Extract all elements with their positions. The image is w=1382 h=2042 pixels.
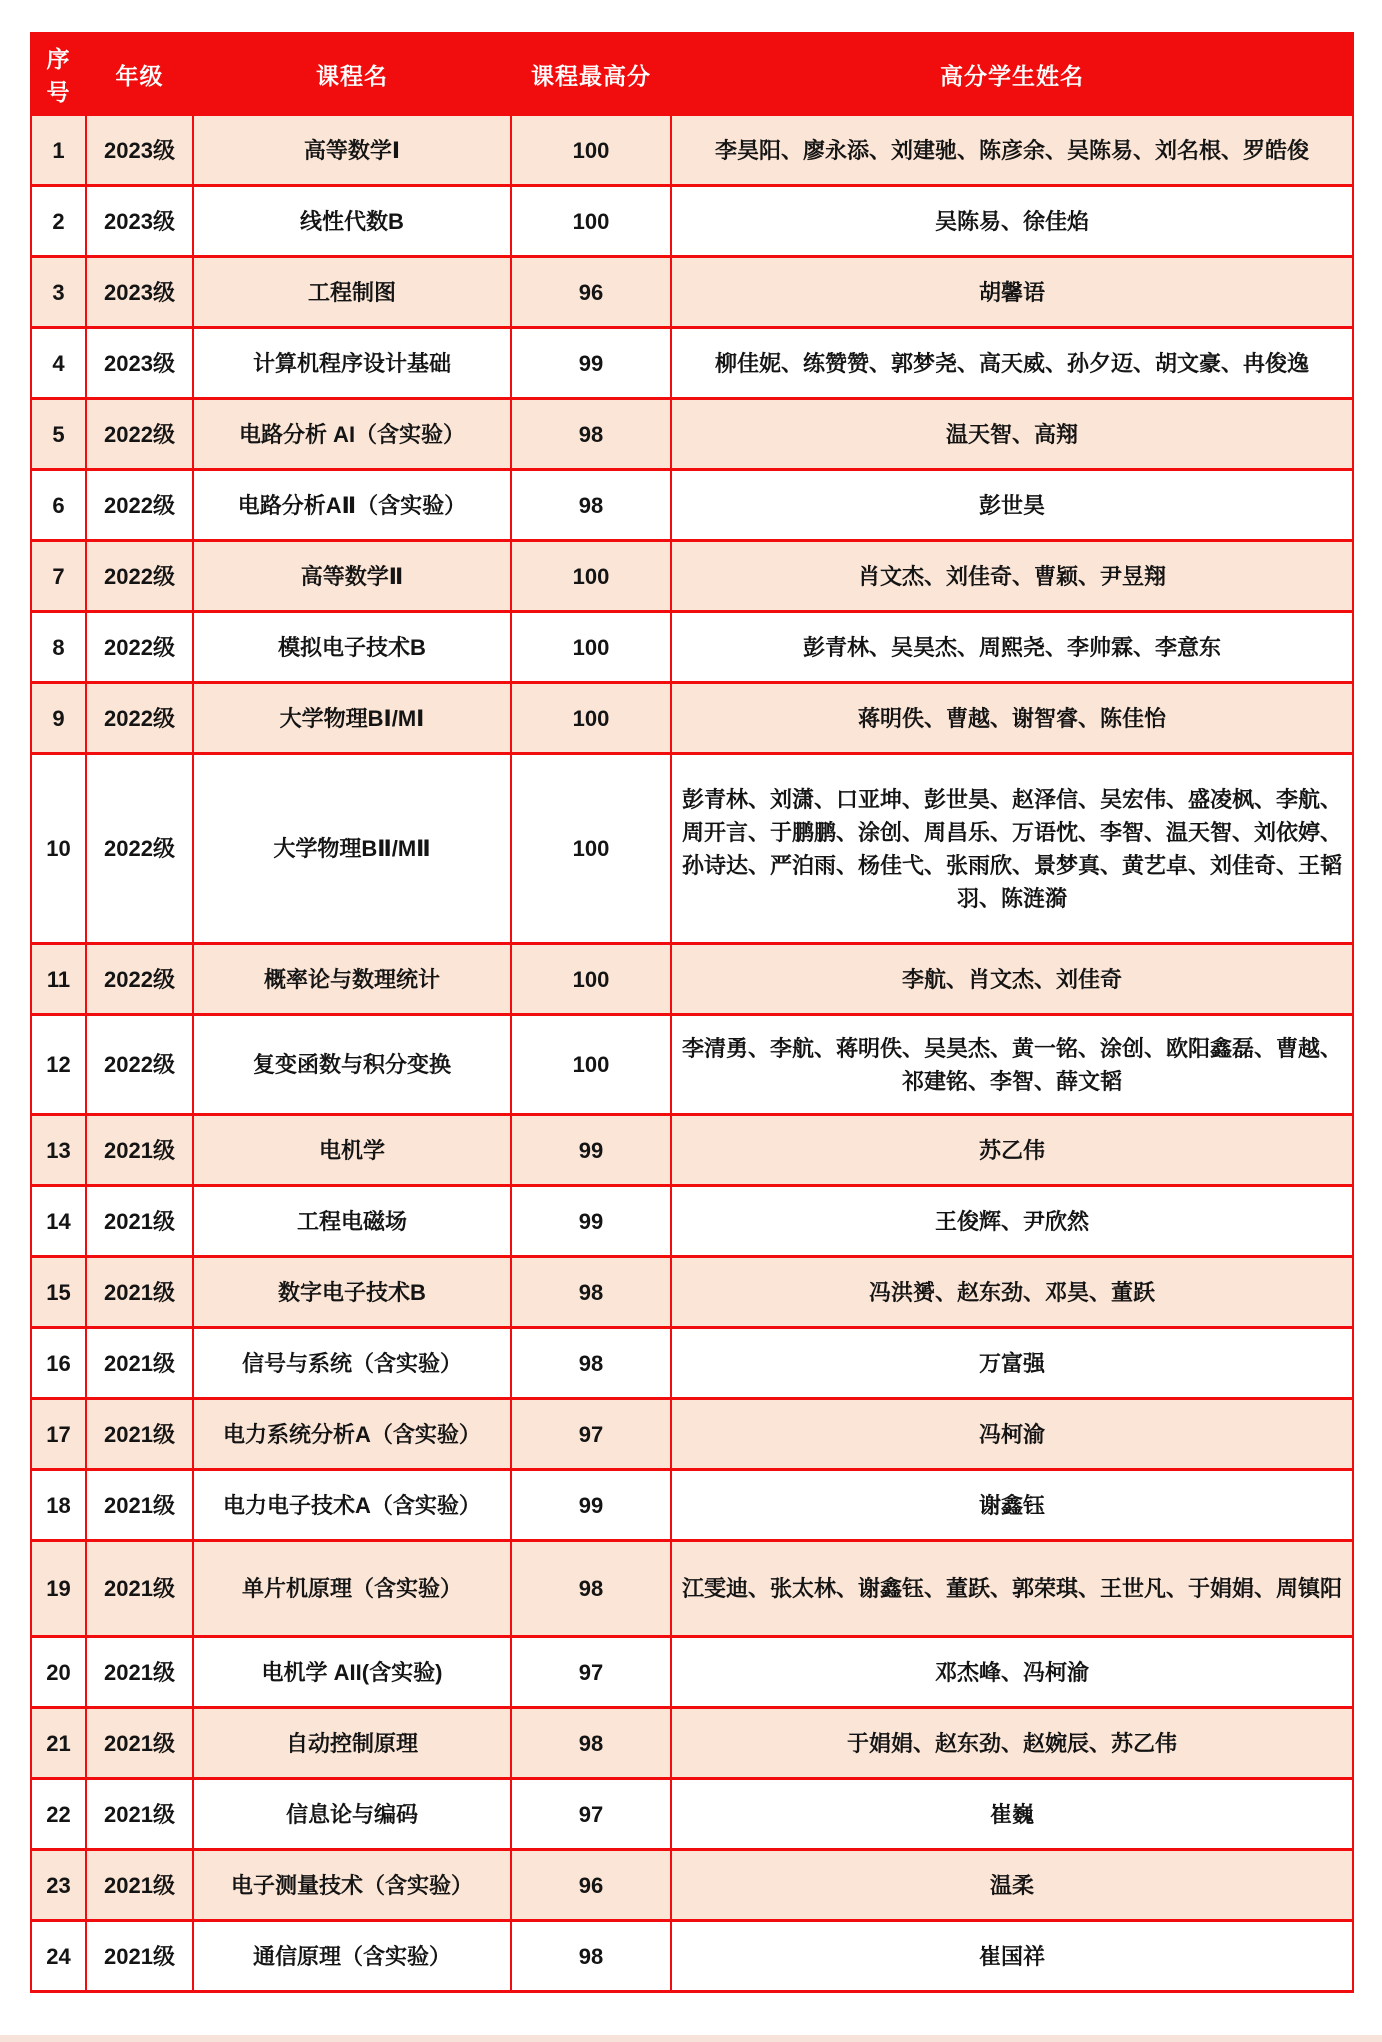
grade-cell: 2021级 <box>86 1328 193 1399</box>
max-score-cell: 100 <box>511 115 671 186</box>
grade-cell: 2021级 <box>86 1779 193 1850</box>
course-name-cell: 电力电子技术A（含实验） <box>193 1470 511 1541</box>
course-name-cell: 概率论与数理统计 <box>193 944 511 1015</box>
max-score-cell: 98 <box>511 1257 671 1328</box>
max-score-cell: 97 <box>511 1779 671 1850</box>
table-row <box>31 257 1353 328</box>
bottom-divider-strip <box>0 2035 1382 2042</box>
grade-cell: 2021级 <box>86 1637 193 1708</box>
max-score-cell: 100 <box>511 683 671 754</box>
course-name-cell: 信号与系统（含实验） <box>193 1328 511 1399</box>
course-name-cell: 电路分析AⅡ（含实验） <box>193 470 511 541</box>
row-index-cell: 4 <box>31 328 86 399</box>
table-row <box>31 186 1353 257</box>
course-name-cell: 线性代数B <box>193 186 511 257</box>
table-row <box>31 399 1353 470</box>
course-name-cell: 模拟电子技术B <box>193 612 511 683</box>
table-row <box>31 1470 1353 1541</box>
student-names-cell: 万富强 <box>671 1328 1353 1399</box>
grade-cell: 2022级 <box>86 754 193 944</box>
row-index-cell: 18 <box>31 1470 86 1541</box>
table-row <box>31 1186 1353 1257</box>
grade-cell: 2022级 <box>86 612 193 683</box>
row-index-cell: 21 <box>31 1708 86 1779</box>
max-score-cell: 99 <box>511 328 671 399</box>
student-names-cell: 冯洪赟、赵东劲、邓昊、董跃 <box>671 1257 1353 1328</box>
grade-cell: 2023级 <box>86 115 193 186</box>
table-row <box>31 541 1353 612</box>
max-score-cell: 98 <box>511 470 671 541</box>
row-index-cell: 10 <box>31 754 86 944</box>
table-row <box>31 1328 1353 1399</box>
table-row <box>31 1637 1353 1708</box>
grade-cell: 2023级 <box>86 257 193 328</box>
max-score-cell: 100 <box>511 186 671 257</box>
max-score-cell: 100 <box>511 541 671 612</box>
course-name-cell: 电路分析 AI（含实验） <box>193 399 511 470</box>
grade-cell: 2023级 <box>86 186 193 257</box>
student-names-cell: 李航、肖文杰、刘佳奇 <box>671 944 1353 1015</box>
course-name-cell: 电力系统分析A（含实验） <box>193 1399 511 1470</box>
course-name-cell: 大学物理BⅠ/MⅠ <box>193 683 511 754</box>
max-score-cell: 98 <box>511 1708 671 1779</box>
course-name-cell: 数字电子技术B <box>193 1257 511 1328</box>
course-name-cell: 电子测量技术（含实验） <box>193 1850 511 1921</box>
row-index-cell: 24 <box>31 1921 86 1992</box>
student-names-cell: 柳佳妮、练赞赞、郭梦尧、高天威、孙夕迈、胡文豪、冉俊逸 <box>671 328 1353 399</box>
table-row <box>31 1115 1353 1186</box>
row-index-cell: 16 <box>31 1328 86 1399</box>
table-header <box>31 34 1353 115</box>
student-names-cell: 李清勇、李航、蒋明佚、吴昊杰、黄一铭、涂创、欧阳鑫磊、曹越、祁建铭、李智、薛文韬 <box>671 1015 1353 1115</box>
student-names-cell: 于娟娟、赵东劲、赵婉辰、苏乙伟 <box>671 1708 1353 1779</box>
max-score-cell: 96 <box>511 257 671 328</box>
student-names-cell: 冯柯渝 <box>671 1399 1353 1470</box>
header-max-score: 课程最高分 <box>511 34 671 115</box>
table-row <box>31 1921 1353 1992</box>
table-body <box>31 115 1353 1992</box>
row-index-cell: 3 <box>31 257 86 328</box>
course-name-cell: 单片机原理（含实验） <box>193 1541 511 1637</box>
student-names-cell: 崔国祥 <box>671 1921 1353 1992</box>
student-names-cell: 江雯迪、张太林、谢鑫钰、董跃、郭荣琪、王世凡、于娟娟、周镇阳 <box>671 1541 1353 1637</box>
max-score-cell: 100 <box>511 944 671 1015</box>
student-names-cell: 李昊阳、廖永添、刘建驰、陈彦余、吴陈易、刘名根、罗皓俊 <box>671 115 1353 186</box>
table-row <box>31 1015 1353 1115</box>
course-name-cell: 工程电磁场 <box>193 1186 511 1257</box>
table-row <box>31 1399 1353 1470</box>
row-index-cell: 9 <box>31 683 86 754</box>
course-name-cell: 大学物理BⅡ/MⅡ <box>193 754 511 944</box>
student-names-cell: 温柔 <box>671 1850 1353 1921</box>
student-names-cell: 肖文杰、刘佳奇、曹颖、尹昱翔 <box>671 541 1353 612</box>
max-score-cell: 99 <box>511 1115 671 1186</box>
table-row <box>31 754 1353 944</box>
max-score-cell: 100 <box>511 1015 671 1115</box>
student-names-cell: 彭青林、吴昊杰、周熙尧、李帅霖、李意东 <box>671 612 1353 683</box>
row-index-cell: 14 <box>31 1186 86 1257</box>
row-index-cell: 8 <box>31 612 86 683</box>
grade-cell: 2022级 <box>86 944 193 1015</box>
row-index-cell: 22 <box>31 1779 86 1850</box>
grade-cell: 2022级 <box>86 1015 193 1115</box>
student-names-cell: 彭世昊 <box>671 470 1353 541</box>
table-row <box>31 1779 1353 1850</box>
max-score-cell: 98 <box>511 1921 671 1992</box>
row-index-cell: 20 <box>31 1637 86 1708</box>
grade-cell: 2022级 <box>86 470 193 541</box>
table-row <box>31 1257 1353 1328</box>
row-index-cell: 12 <box>31 1015 86 1115</box>
grade-cell: 2021级 <box>86 1399 193 1470</box>
max-score-cell: 98 <box>511 1328 671 1399</box>
max-score-cell: 100 <box>511 612 671 683</box>
row-index-cell: 13 <box>31 1115 86 1186</box>
grade-cell: 2021级 <box>86 1850 193 1921</box>
grade-cell: 2021级 <box>86 1921 193 1992</box>
table-row <box>31 328 1353 399</box>
grade-cell: 2021级 <box>86 1708 193 1779</box>
course-name-cell: 计算机程序设计基础 <box>193 328 511 399</box>
row-index-cell: 6 <box>31 470 86 541</box>
student-names-cell: 蒋明佚、曹越、谢智睿、陈佳怡 <box>671 683 1353 754</box>
student-names-cell: 邓杰峰、冯柯渝 <box>671 1637 1353 1708</box>
course-name-cell: 复变函数与积分变换 <box>193 1015 511 1115</box>
grade-cell: 2021级 <box>86 1470 193 1541</box>
row-index-cell: 17 <box>31 1399 86 1470</box>
course-name-cell: 工程制图 <box>193 257 511 328</box>
max-score-cell: 97 <box>511 1399 671 1470</box>
row-index-cell: 19 <box>31 1541 86 1637</box>
max-score-cell: 96 <box>511 1850 671 1921</box>
table-row <box>31 470 1353 541</box>
row-index-cell: 2 <box>31 186 86 257</box>
student-names-cell: 崔巍 <box>671 1779 1353 1850</box>
header-student-names: 高分学生姓名 <box>671 34 1353 115</box>
table-row <box>31 1850 1353 1921</box>
table-row <box>31 612 1353 683</box>
row-index-cell: 1 <box>31 115 86 186</box>
table-row <box>31 1541 1353 1637</box>
max-score-cell: 98 <box>511 1541 671 1637</box>
grade-cell: 2021级 <box>86 1541 193 1637</box>
row-index-cell: 15 <box>31 1257 86 1328</box>
header-grade: 年级 <box>86 34 193 115</box>
table-row <box>31 944 1353 1015</box>
student-names-cell: 彭青林、刘潇、口亚坤、彭世昊、赵泽信、吴宏伟、盛凌枫、李航、周开言、于鹏鹏、涂创、周昌乐、万语忱、李智、温天智、刘依婷、孙诗达、严泊雨、杨佳弋、张雨欣、景梦真、黄艺卓、刘佳奇、王韬羽、陈涟漪 <box>671 754 1353 944</box>
student-names-cell: 温天智、高翔 <box>671 399 1353 470</box>
student-names-cell: 胡馨语 <box>671 257 1353 328</box>
table-row <box>31 1708 1353 1779</box>
max-score-cell: 100 <box>511 754 671 944</box>
max-score-cell: 98 <box>511 399 671 470</box>
row-index-cell: 5 <box>31 399 86 470</box>
course-name-cell: 信息论与编码 <box>193 1779 511 1850</box>
grade-cell: 2023级 <box>86 328 193 399</box>
row-index-cell: 11 <box>31 944 86 1015</box>
max-score-cell: 99 <box>511 1186 671 1257</box>
header-row <box>31 34 1353 115</box>
table-row <box>31 115 1353 186</box>
grade-cell: 2021级 <box>86 1115 193 1186</box>
grade-cell: 2022级 <box>86 541 193 612</box>
student-names-cell: 谢鑫钰 <box>671 1470 1353 1541</box>
grade-cell: 2021级 <box>86 1186 193 1257</box>
student-names-cell: 苏乙伟 <box>671 1115 1353 1186</box>
course-name-cell: 通信原理（含实验） <box>193 1921 511 1992</box>
row-index-cell: 7 <box>31 541 86 612</box>
grade-cell: 2022级 <box>86 683 193 754</box>
course-name-cell: 自动控制原理 <box>193 1708 511 1779</box>
max-score-cell: 97 <box>511 1637 671 1708</box>
header-index: 序号 <box>31 34 86 115</box>
student-names-cell: 王俊辉、尹欣然 <box>671 1186 1353 1257</box>
course-name-cell: 电机学 <box>193 1115 511 1186</box>
course-name-cell: 高等数学Ⅰ <box>193 115 511 186</box>
header-course-name: 课程名 <box>193 34 511 115</box>
student-names-cell: 吴陈易、徐佳焰 <box>671 186 1353 257</box>
table-row <box>31 683 1353 754</box>
course-name-cell: 高等数学Ⅱ <box>193 541 511 612</box>
course-name-cell: 电机学 AII(含实验) <box>193 1637 511 1708</box>
row-index-cell: 23 <box>31 1850 86 1921</box>
max-score-cell: 99 <box>511 1470 671 1541</box>
grade-cell: 2022级 <box>86 399 193 470</box>
grade-cell: 2021级 <box>86 1257 193 1328</box>
course-top-scores-table <box>30 32 1354 1993</box>
